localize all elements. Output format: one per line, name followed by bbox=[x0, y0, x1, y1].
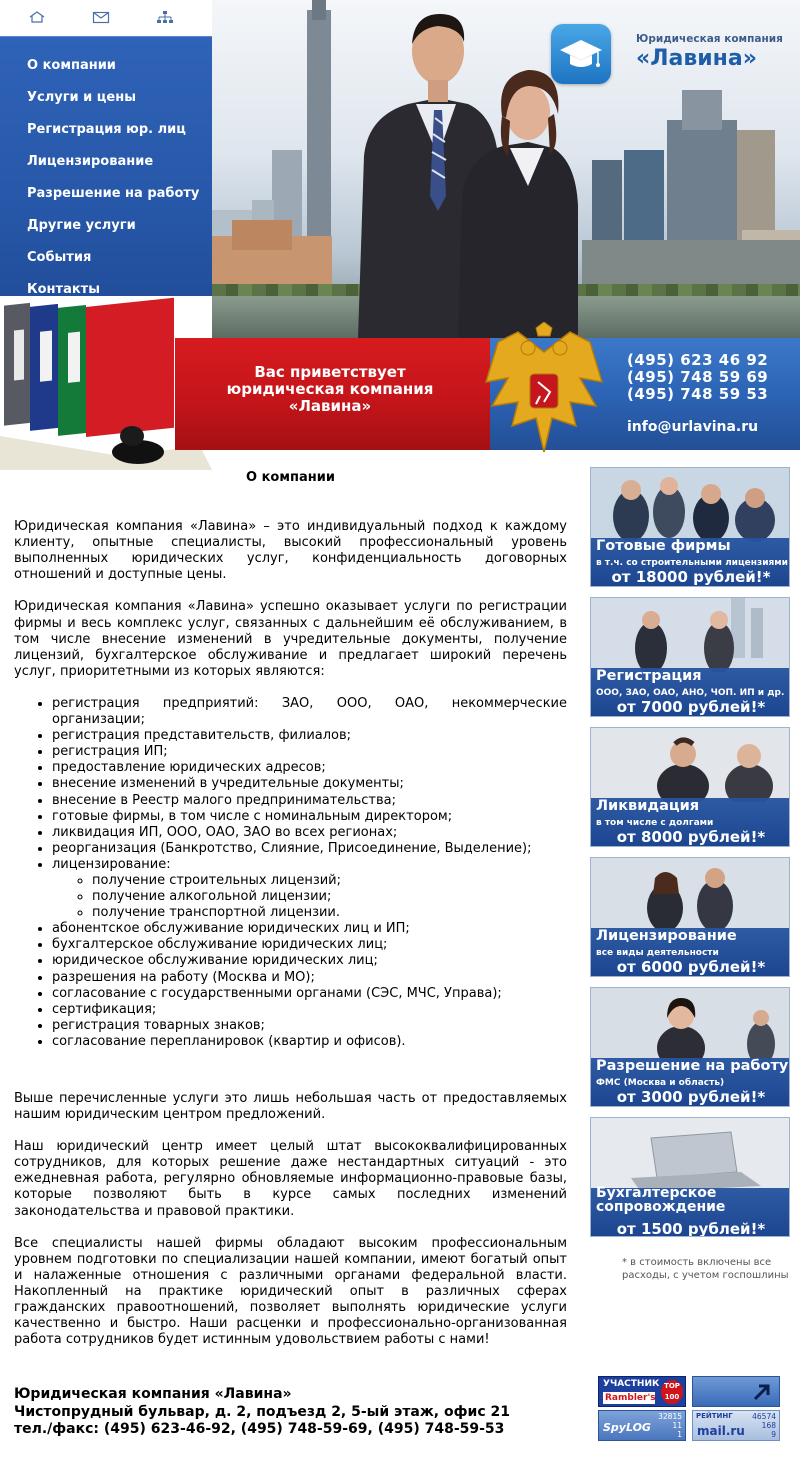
promo-title: Лицензирование bbox=[596, 928, 737, 944]
promo-price: от 6000 рублей!* bbox=[616, 958, 766, 976]
sub-list-item: ◦ получение алкогольной лицензии; bbox=[92, 889, 567, 905]
welcome-line: юридическая компания bbox=[226, 380, 434, 398]
logo-subtitle: Юридическая компания bbox=[636, 33, 783, 45]
main-content bbox=[14, 470, 567, 1364]
counter-number: 32815 bbox=[658, 1412, 682, 1421]
list-item: • регистрация представительств, филиалов; bbox=[52, 728, 567, 744]
nav-item-work-permit[interactable]: Разрешение на работу bbox=[27, 185, 200, 201]
meeting-people-image bbox=[591, 468, 790, 542]
rambler-top100-counter[interactable] bbox=[598, 1376, 686, 1407]
promo-caption bbox=[591, 538, 790, 587]
logo-emblem[interactable] bbox=[551, 24, 611, 84]
footer-address: Чистопрудный бульвар, д. 2, подъезд 2, 5-ый этаж, офис 21 bbox=[14, 1403, 510, 1420]
email-link[interactable]: info@urlavina.ru bbox=[627, 419, 759, 435]
counter-label: mail.ru bbox=[697, 1424, 745, 1438]
business-people-image bbox=[591, 598, 790, 672]
counter-brand: Rambler's bbox=[605, 1393, 656, 1403]
nav-item-services-prices[interactable]: Услуги и цены bbox=[27, 89, 136, 105]
list-item: • готовые фирмы, в том числе с номинальным директором; bbox=[52, 809, 567, 825]
promo-title: Готовые фирмы bbox=[596, 538, 731, 554]
counter-label: УЧАСТНИК bbox=[603, 1379, 660, 1389]
welcome-text bbox=[210, 364, 450, 415]
list-item: • регистрация товарных знаков; bbox=[52, 1018, 567, 1034]
promo-column bbox=[590, 467, 790, 1247]
businesswoman-image bbox=[591, 988, 790, 1062]
staff-paragraph: Наш юридический центр имеет целый штат высококвалифицированных сотрудников, для которых решение даже нестандартных ситуаций - это ежедневная работа, регулярно обновляемые информационно-правовые базы, которые позволяют быть в курсе самых последних изменений законодательства и правовой практики. bbox=[14, 1139, 567, 1219]
nav-item-events[interactable]: События bbox=[27, 249, 92, 265]
arrow-up-right-icon bbox=[751, 1381, 773, 1403]
graduation-cap-icon bbox=[558, 34, 604, 74]
list-item bbox=[52, 857, 567, 921]
nav-item-licensing[interactable]: Лицензирование bbox=[27, 153, 154, 169]
footer-phones: тел./факс: (495) 623-46-92, (495) 748-59-69, (495) 748-59-53 bbox=[14, 1421, 505, 1437]
sub-list-item: ◦ получение транспортной лицензии. bbox=[92, 905, 567, 921]
promo-licensing[interactable] bbox=[590, 857, 790, 977]
list-item: • регистрация ИП; bbox=[52, 744, 567, 760]
promo-caption bbox=[591, 1185, 790, 1237]
list-item: • регистрация предприятий: ЗАО, ООО, ОАО, некоммерческие организации; bbox=[52, 696, 567, 728]
intro-paragraph: Юридическая компания «Лавина» – это индивидуальный подход к каждому клиенту, опытные специалисты, высокий профессиональный уровень выполненных юридических услуг, конфиденциальность договорных отношений и доступные цены. bbox=[14, 519, 567, 583]
business-people-illustration bbox=[338, 6, 578, 338]
main-navigation bbox=[0, 36, 212, 338]
licensing-sublist bbox=[92, 873, 567, 921]
footer-company: Юридическая компания «Лавина» bbox=[14, 1386, 292, 1402]
nav-item-contacts[interactable]: Контакты bbox=[27, 281, 100, 297]
coat-of-arms-icon bbox=[478, 322, 610, 462]
logo-title[interactable]: «Лавина» bbox=[636, 46, 757, 71]
counter-stats bbox=[752, 1412, 776, 1439]
counter-number: 1 bbox=[677, 1430, 682, 1439]
page-title: О компании bbox=[246, 470, 335, 485]
mailru-rating-counter[interactable] bbox=[692, 1410, 780, 1441]
mail-icon[interactable] bbox=[92, 10, 110, 24]
list-item: • юридическое обслуживание юридических лиц; bbox=[52, 953, 567, 969]
summary-paragraph: Выше перечисленные услуги это лишь небольшая часть от предоставляемых нашим юридическим центром предложений. bbox=[14, 1091, 567, 1123]
promo-subtitle: в том числе с долгами bbox=[596, 818, 714, 828]
promo-caption bbox=[591, 798, 790, 847]
counter-number: 11 bbox=[672, 1421, 682, 1430]
phone-number[interactable]: (495) 748 59 53 bbox=[627, 385, 769, 403]
promo-title: Разрешение на работу bbox=[596, 1058, 789, 1074]
list-item: • разрешения на работу (Москва и МО); bbox=[52, 970, 567, 986]
nav-item-about[interactable]: О компании bbox=[27, 57, 116, 73]
promo-subtitle: все виды деятельности bbox=[596, 948, 719, 958]
footer-contacts bbox=[14, 1386, 510, 1439]
list-item: • внесение в Реестр малого предпринимательства; bbox=[52, 793, 567, 809]
counter-rating-label: РЕЙТИНГ bbox=[696, 1412, 733, 1420]
header bbox=[0, 0, 800, 470]
promo-price: от 18000 рублей!* bbox=[611, 568, 771, 586]
promo-caption bbox=[591, 1058, 790, 1107]
promo-subtitle: ООО, ЗАО, ОАО, АНО, ЧОП. ИП и др. bbox=[596, 688, 785, 698]
counter-number: 168 bbox=[761, 1421, 776, 1430]
list-item: • предоставление юридических адресов; bbox=[52, 760, 567, 776]
list-item: • согласование перепланировок (квартир и офисов). bbox=[52, 1034, 567, 1050]
promo-work-permit[interactable] bbox=[590, 987, 790, 1107]
sub-list-item: ◦ получение строительных лицензий; bbox=[92, 873, 567, 889]
arrow-counter[interactable] bbox=[692, 1376, 780, 1407]
list-item: • внесение изменений в учредительные документы; bbox=[52, 776, 567, 792]
promo-title: Бухгалтерское сопровождение bbox=[596, 1185, 726, 1215]
promo-title: Ликвидация bbox=[596, 798, 700, 814]
phone-number[interactable]: (495) 748 59 69 bbox=[627, 368, 769, 386]
list-item: • реорганизация (Банкротство, Слияние, Присоединение, Выделение); bbox=[52, 841, 567, 857]
experience-paragraph: Все специалисты нашей фирмы обладают высоким профессиональным уровнем подготовки по специализации нашей компании, имеют богатый опыт и налаженные отношения с различными органами федеральной власти. Накопленный на практике юридический опыт в различных сферах гражданских правоотношений, позволяет выполнять юридические услуги качественно и быстро. Наши расценки и профессионально-организованная работа сотрудников будет истинным удовольствием работы с нами! bbox=[14, 1235, 567, 1348]
list-item: • абонентское обслуживание юридических лиц и ИП; bbox=[52, 921, 567, 937]
promo-subtitle: в т.ч. со строительными лицензиями bbox=[596, 558, 788, 568]
sitemap-icon[interactable] bbox=[156, 10, 174, 24]
welcome-line: Вас приветствует bbox=[254, 363, 406, 381]
services-list bbox=[52, 696, 567, 1050]
list-item: • ликвидация ИП, ООО, ОАО, ЗАО во всех регионах; bbox=[52, 825, 567, 841]
badge-top: TOP bbox=[664, 1382, 680, 1390]
promo-subtitle: ФМС (Москва и область) bbox=[596, 1078, 725, 1088]
promo-ready-companies[interactable] bbox=[590, 467, 790, 587]
phone-call-image bbox=[591, 728, 790, 802]
promo-registration[interactable] bbox=[590, 597, 790, 717]
phone-number[interactable]: (495) 623 46 92 bbox=[627, 351, 769, 369]
promo-caption bbox=[591, 668, 790, 717]
nav-item-company-registration[interactable]: Регистрация юр. лиц bbox=[27, 121, 186, 137]
promo-title: Регистрация bbox=[596, 668, 702, 684]
badge-bottom: 100 bbox=[664, 1393, 680, 1401]
top-icon-bar bbox=[0, 0, 212, 36]
promo-liquidation[interactable] bbox=[590, 727, 790, 847]
promo-price: от 3000 рублей!* bbox=[616, 1088, 766, 1106]
welcome-line: «Лавина» bbox=[288, 397, 372, 415]
promo-price: от 8000 рублей!* bbox=[616, 828, 766, 846]
counter-label: SpyLOG bbox=[603, 1421, 651, 1434]
promo-price: от 1500 рублей!* bbox=[616, 1220, 766, 1237]
list-item: • сертификация; bbox=[52, 1002, 567, 1018]
promo-price: от 7000 рублей!* bbox=[616, 698, 766, 716]
home-icon[interactable] bbox=[28, 10, 46, 24]
price-footnote: * в стоимость включены все расходы, с учетом госпошлины bbox=[622, 1257, 789, 1281]
licensing-label: лицензирование: bbox=[52, 856, 171, 872]
list-item: • бухгалтерское обслуживание юридических лиц; bbox=[52, 937, 567, 953]
services-intro-paragraph: Юридическая компания «Лавина» успешно оказывает услуги по регистрации фирмы и весь комплекс услуг, связанных с дальнейшим её обслуживанием, в том числе внесение изменений в учредительные документы, получение лицензий, бухгалтерское обслуживание и предлагает широкий перечень услуг, приоритетными из которых являются: bbox=[14, 599, 567, 679]
office-team-image bbox=[591, 858, 790, 932]
promo-accounting[interactable] bbox=[590, 1117, 790, 1237]
top100-badge bbox=[661, 1380, 683, 1404]
nav-item-other-services[interactable]: Другие услуги bbox=[27, 217, 136, 233]
counter-number: 46574 bbox=[752, 1412, 776, 1421]
counter-stats bbox=[658, 1412, 682, 1439]
laptop-image bbox=[591, 1118, 790, 1192]
counter-number: 9 bbox=[771, 1430, 776, 1439]
spylog-counter[interactable] bbox=[598, 1410, 686, 1441]
list-item: • согласование с государственными органами (СЭС, МЧС, Управа); bbox=[52, 986, 567, 1002]
promo-caption bbox=[591, 928, 790, 977]
